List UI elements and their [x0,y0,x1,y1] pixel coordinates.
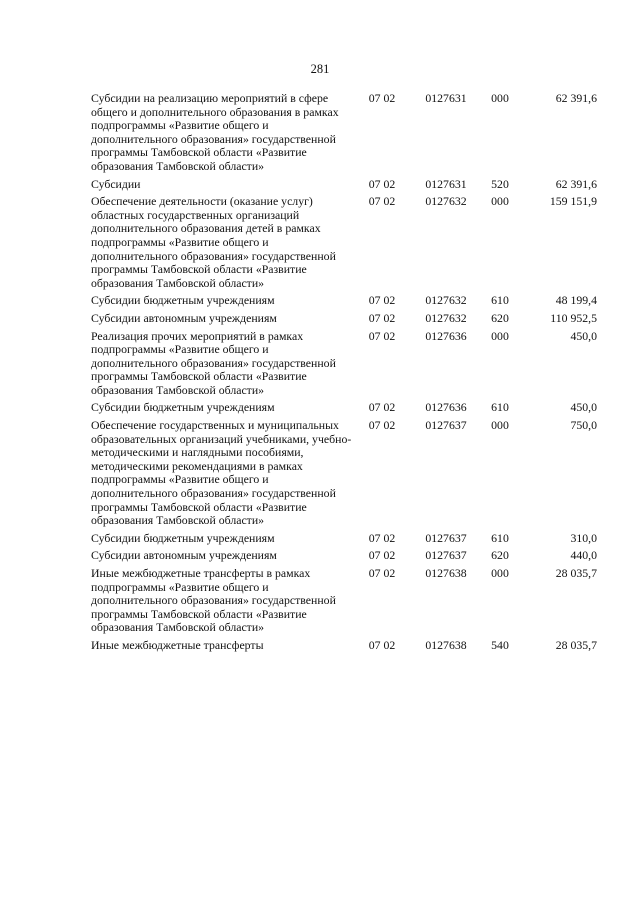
section-code: 07 02 [368,548,396,563]
table-row [91,312,597,330]
expense-name: Субсидии автономным учреждениям [91,548,277,563]
amount-value: 62 391,6 [555,91,597,105]
target-article-code: 0127632 [425,293,467,308]
amount-value: 750,0 [570,418,597,433]
section-code: 07 02 [368,530,396,545]
target-article-code: 0127638 [425,637,467,652]
table-row [91,178,597,196]
table-row [91,195,597,294]
expense-name: Иные межбюджетные трансферты [91,637,264,652]
section-code: 07 02 [368,176,396,191]
section-code: 07 02 [368,91,396,105]
table-row [91,419,597,532]
table-row [91,567,597,639]
expense-type-code: 610 [491,530,509,545]
target-article-code: 0127632 [425,310,467,325]
expense-type-code: 540 [491,637,509,652]
table-row [91,532,597,550]
section-code: 07 02 [368,400,396,415]
target-article-code: 0127631 [425,91,467,105]
table-row [91,330,597,402]
expense-name: Обеспечение государственных и муниципальных образовательных организаций учебниками, учебно-методическими и наглядными пособиями, методическими рекомендациями в рамках подпрограммы «Развитие общего и дополнительного образования» государственной программы Тамбовской области «Развитие образования Тамбовской области» [91,418,352,528]
amount-value: 310,0 [570,530,597,545]
target-article-code: 0127638 [425,566,467,580]
target-article-code: 0127632 [425,194,467,209]
amount-value: 450,0 [570,400,597,415]
amount-value: 28 035,7 [555,637,597,652]
table-row [91,92,597,178]
target-article-code: 0127631 [425,176,467,191]
amount-value: 450,0 [570,328,597,343]
expense-type-code: 000 [491,566,509,580]
section-code: 07 02 [368,293,396,308]
expense-type-code: 610 [491,293,509,308]
budget-table-body [91,92,597,657]
expense-type-code: 610 [491,400,509,415]
expense-type-code: 000 [491,194,509,209]
target-article-code: 0127636 [425,328,467,343]
expense-name: Субсидии бюджетным учреждениям [91,530,275,545]
page-number: 281 [310,62,330,76]
expense-type-code: 620 [491,310,509,325]
amount-value: 110 952,5 [550,310,597,325]
expense-type-code: 000 [491,91,509,105]
expense-name: Обеспечение деятельности (оказание услуг) областных государственных организаций дополнительного образования детей в рамках подпрограммы «Развитие общего и дополнительного образования» государственной программы Тамбовской области «Развитие образования Тамбовской области» [91,194,336,290]
table-row [91,401,597,419]
target-article-code: 0127637 [425,530,467,545]
expense-name: Иные межбюджетные трансферты в рамках подпрограммы «Развитие общего и дополнительного образования» государственной программы Тамбовской области «Развитие образования Тамбовской области» [91,566,336,635]
expense-name: Субсидии бюджетным учреждениям [91,293,275,308]
table-row [91,549,597,567]
amount-value: 159 151,9 [549,194,597,209]
expense-type-code: 620 [491,548,509,563]
expense-type-code: 000 [491,418,509,433]
section-code: 07 02 [368,194,396,209]
expense-name: Субсидии бюджетным учреждениям [91,400,275,415]
target-article-code: 0127636 [425,400,467,415]
section-code: 07 02 [368,566,396,580]
section-code: 07 02 [368,310,396,325]
expense-name: Субсидии автономным учреждениям [91,310,277,325]
target-article-code: 0127637 [425,548,467,563]
expense-name: Субсидии [91,176,141,191]
budget-table [91,92,597,657]
expense-name: Реализация прочих мероприятий в рамках подпрограммы «Развитие общего и дополнительного образования» государственной программы Тамбовской области «Развитие образования Тамбовской области» [91,328,336,397]
section-code: 07 02 [368,328,396,343]
amount-value: 62 391,6 [555,176,597,191]
table-row [91,639,597,657]
target-article-code: 0127637 [425,418,467,433]
amount-value: 48 199,4 [555,293,597,308]
amount-value: 440,0 [570,548,597,563]
expense-name: Субсидии на реализацию мероприятий в сфере общего и дополнительного образования в рамках подпрограммы «Развитие общего и дополнительного образования» государственной программы Тамбовской области «Развитие образования Тамбовской области» [91,91,339,173]
section-code: 07 02 [368,637,396,652]
amount-value: 28 035,7 [555,566,597,580]
section-code: 07 02 [368,418,396,433]
table-row [91,294,597,312]
expense-type-code: 520 [491,176,509,191]
expense-type-code: 000 [491,328,509,343]
